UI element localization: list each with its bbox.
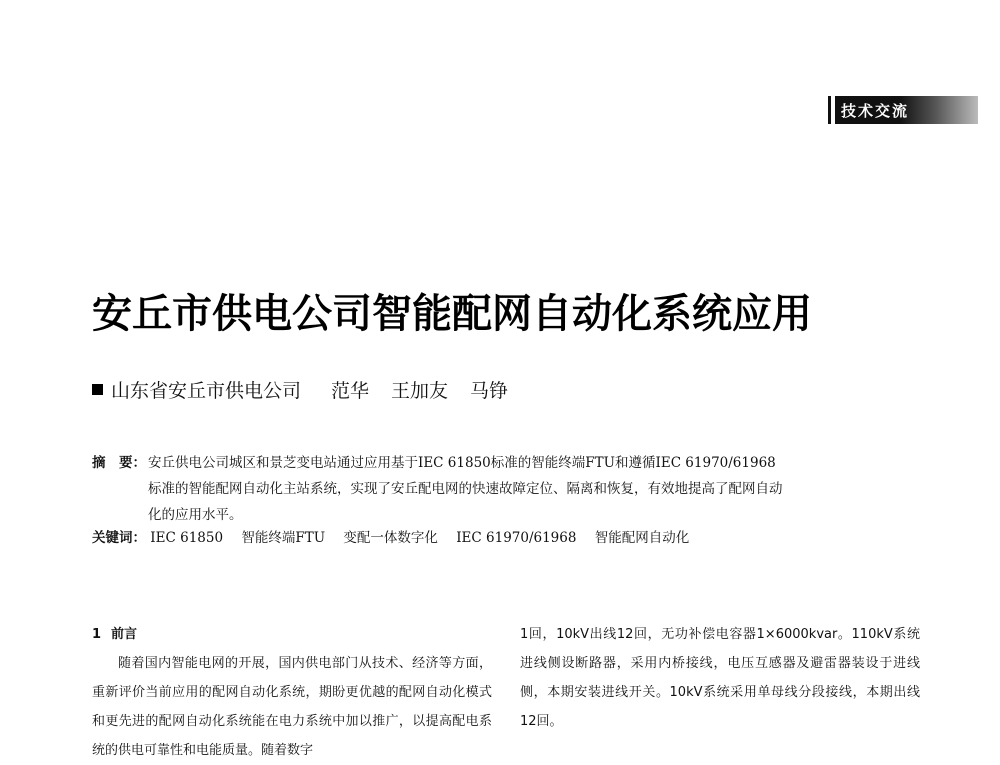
keyword: IEC 61850 <box>150 530 224 546</box>
abstract-label: 摘 要： <box>92 455 146 471</box>
body-column-left <box>92 620 492 765</box>
section-heading-text: 前言 <box>111 627 138 642</box>
keyword: IEC 61970/61968 <box>456 530 577 546</box>
author-name: 王加友 <box>391 380 449 402</box>
keyword: 智能配网自动化 <box>594 530 690 546</box>
abstract-text: 安丘供电公司城区和景芝变电站通过应用基于IEC 61850标准的智能终端FTU和遵循IEC 61970/61968标准的智能配网自动化主站系统，实现了安丘配电网的快速故障定位、隔离和恢复，有效地提高了配网自动化的应用水平。 <box>148 455 783 523</box>
section-tag <box>828 96 978 124</box>
author-line <box>92 376 530 403</box>
section-tag-bar <box>828 96 831 124</box>
section-number: 1 <box>92 627 102 642</box>
bullet-square-icon <box>92 384 103 395</box>
abstract <box>92 450 792 528</box>
keywords-label: 关键词： <box>92 530 146 546</box>
body-column-right <box>520 620 920 736</box>
keywords <box>92 528 703 548</box>
body-paragraph: 随着国内智能电网的开展，国内供电部门从技术、经济等方面，重新评价当前应用的配网自动化系统，期盼更优越的配网自动化模式和更先进的配网自动化系统能在电力系统中加以推广，以提高配电系统的供电可靠性和电能质量。随着数字 <box>92 656 492 758</box>
section-heading <box>92 620 492 649</box>
keyword: 变配一体数字化 <box>343 530 438 546</box>
author-organization: 山东省安丘市供电公司 <box>111 380 302 402</box>
section-tag-label: 技术交流 <box>835 96 978 124</box>
author-name: 马铮 <box>470 380 509 402</box>
paper-title: 安丘市供电公司智能配网自动化系统应用 <box>92 290 812 337</box>
author-name: 范华 <box>331 380 370 402</box>
keyword: 智能终端FTU <box>241 530 326 546</box>
body-paragraph: 1回，10kV出线12回，无功补偿电容器1×6000kvar。110kV系统进线侧设断路器，采用内桥接线，电压互感器及避雷器装设于进线侧，本期安装进线开关。10kV系统采用单母线分段接线，本期出线12回。 <box>520 627 920 729</box>
